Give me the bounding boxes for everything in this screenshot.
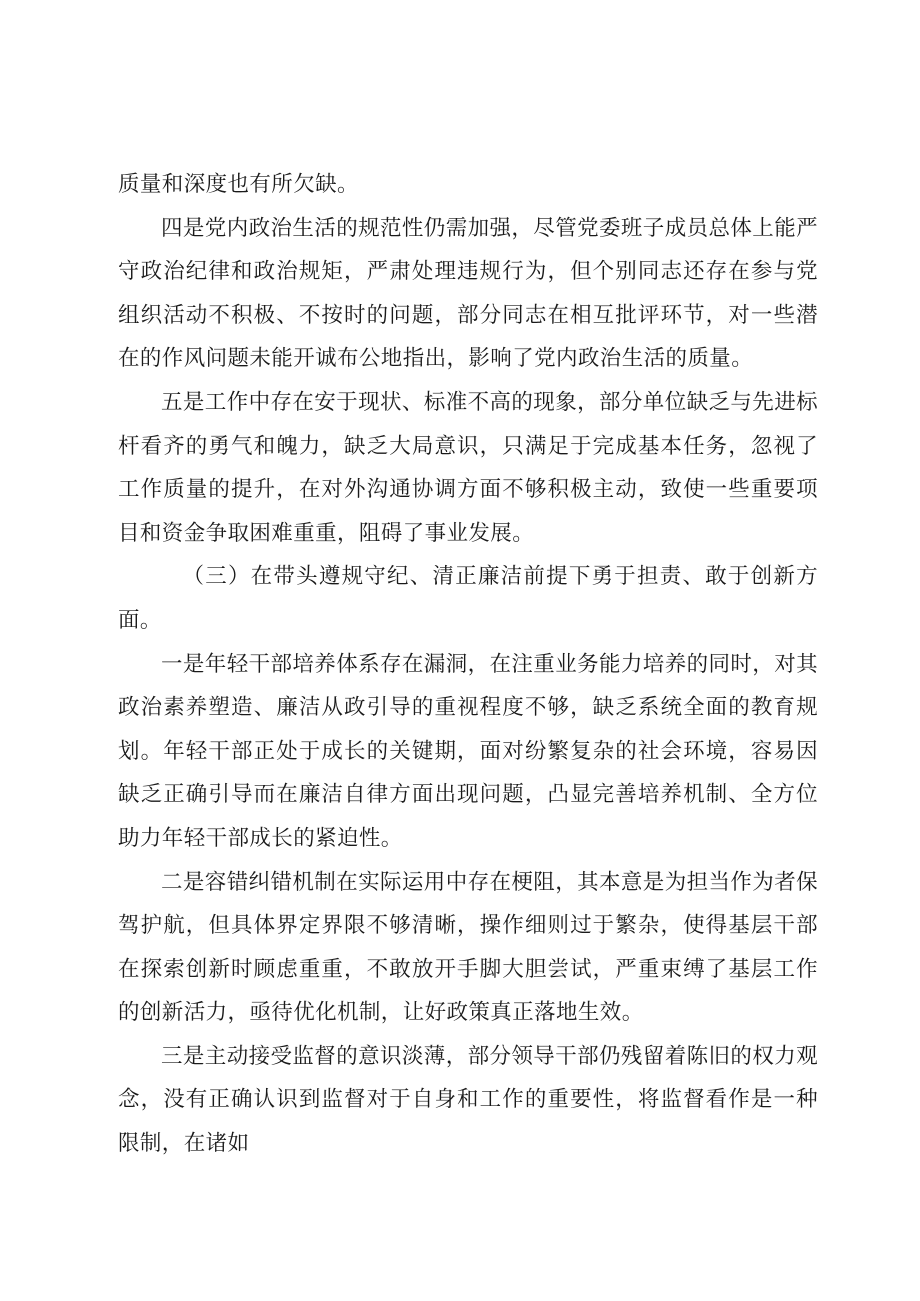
paragraph-continuation: 质量和深度也有所欠缺。 [118,172,359,197]
paragraph-point-five: 五是工作中存在安于现状、标准不高的现象，部分单位缺乏与先进标杆看齐的勇气和魄力，缺乏大局意识，只满足于完成基本任务，忽视了工作质量的提升，在对外沟通协调方面不够积极主动，致使一些重要项目和资金争取困难重重，阻碍了事业发展。 [118,389,819,546]
section-heading: （三）在带头遵规守纪、清正廉洁前提下勇于担责、敢于创新方面。 [118,564,818,633]
paragraph-point-one: 一是年轻干部培养体系存在漏洞，在注重业务能力培养的同时，对其政治素养塑造、廉洁从政引导的重视程度不够，缺乏系统全面的教育规划。年轻干部正处于成长的关键期，面对纷繁复杂的社会环境，容易因缺乏正确引导而在廉洁自律方面出现问题，凸显完善培养机制、全方位助力年轻干部成长的紧迫性。 [118,651,819,851]
document-body [118,163,818,1166]
paragraph-point-three: 三是主动接受监督的意识淡薄，部分领导干部仍残留着陈旧的权力观念，没有正确认识到监督对于自身和工作的重要性，将监督看作是一种限制，在诸如 [118,1043,819,1157]
paragraph-point-two: 二是容错纠错机制在实际运用中存在梗阻，其本意是为担当作为者保驾护航，但具体界定界限不够清晰，操作细则过于繁杂，使得基层干部在探索创新时顾虑重重，不敢放开手脚大胆尝试，严重束缚了基层工作的创新活力，亟待优化机制，让好政策真正落地生效。 [118,869,819,1026]
paragraph-point-four: 四是党内政治生活的规范性仍需加强，尽管党委班子成员总体上能严守政治纪律和政治规矩，严肃处理违规行为，但个别同志还存在参与党组织活动不积极、不按时的问题，部分同志在相互批评环节，对一些潜在的作风问题未能开诚布公地指出，影响了党内政治生活的质量。 [118,215,819,372]
